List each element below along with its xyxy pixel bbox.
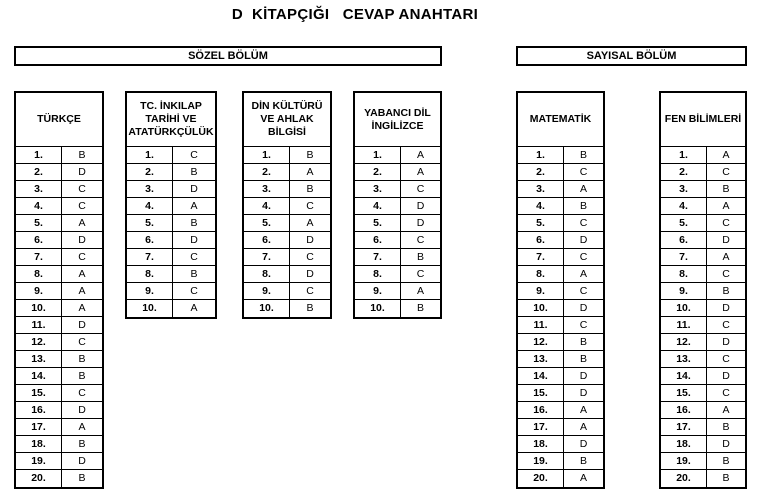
answer-row [661,385,745,402]
answer-letter: C [78,336,86,348]
answer-row [661,181,745,198]
answer-letter: A [306,217,314,229]
question-number: 8. [244,266,290,282]
answer-row [16,164,102,181]
answer-letter: A [416,149,424,161]
answer-letter: B [78,472,86,484]
question-number: 2. [127,164,173,180]
answer-row [16,368,102,385]
question-number: 6. [16,232,62,248]
question-number: 1. [127,147,173,163]
answer-letter: D [579,387,588,399]
answer-row [244,164,330,181]
answer-letter: C [722,353,730,365]
answer-row [16,334,102,351]
answer-letter: B [306,302,314,314]
answer-row [661,351,745,368]
answer-letter: C [722,319,730,331]
question-number: 6. [518,232,564,248]
answer-letter: D [190,234,198,246]
answer-letter: B [190,166,198,178]
answer-row [661,164,745,181]
table-header: YABANCI DİL İNGİLİZCE [355,93,440,147]
answer-row [518,351,603,368]
question-number: 9. [661,283,707,299]
answer-row [127,232,215,249]
answer-letter: D [306,234,314,246]
answer-letter: D [78,319,86,331]
answer-row [16,249,102,266]
question-number: 10. [518,300,564,316]
question-number: 11. [518,317,564,333]
answer-letter: B [722,285,730,297]
question-number: 14. [661,368,707,384]
question-number: 20. [518,470,564,487]
answer-row [244,249,330,266]
question-number: 2. [518,164,564,180]
question-number: 3. [127,181,173,197]
answer-letter: B [78,149,86,161]
answer-letter: A [190,302,198,314]
answer-letter: B [579,200,587,212]
answer-row [518,453,603,470]
question-number: 17. [518,419,564,435]
question-number: 19. [661,453,707,469]
sozel-bolum-header: SÖZEL BÖLÜM [14,46,442,66]
question-number: 12. [16,334,62,350]
answer-row [16,232,102,249]
answer-row [518,368,603,385]
answer-letter: D [579,234,588,246]
answer-letter: D [306,268,314,280]
question-number: 2. [661,164,707,180]
answer-row [127,249,215,266]
answer-letter: D [579,302,588,314]
answer-row [16,147,102,164]
question-number: 16. [518,402,564,418]
answer-table-matematik [516,91,605,489]
answer-letter: A [722,404,730,416]
question-number: 7. [355,249,401,265]
question-number: 1. [244,147,290,163]
answer-row [518,419,603,436]
answer-row [661,368,745,385]
answer-letter: C [190,251,198,263]
question-number: 7. [127,249,173,265]
answer-letter: D [579,438,588,450]
question-number: 9. [518,283,564,299]
answer-letter: B [78,438,86,450]
answer-row [127,181,215,198]
answer-row [244,181,330,198]
question-number: 15. [661,385,707,401]
answer-letter: C [579,217,588,229]
question-number: 5. [355,215,401,231]
answer-row [127,300,215,317]
answer-row [661,198,745,215]
question-number: 15. [16,385,62,401]
answer-letter: D [579,370,588,382]
question-number: 16. [661,402,707,418]
question-number: 18. [661,436,707,452]
answer-letter: C [579,251,588,263]
question-number: 6. [355,232,401,248]
answer-row [661,334,745,351]
answer-row [16,436,102,453]
table-header: TÜRKÇE [16,93,102,147]
answer-row [244,147,330,164]
answer-row [16,283,102,300]
question-number: 13. [661,351,707,367]
question-number: 5. [661,215,707,231]
answer-letter: A [416,285,424,297]
answer-letter: D [78,455,86,467]
answer-letter: C [306,251,314,263]
answer-row [244,198,330,215]
question-number: 9. [355,283,401,299]
answer-letter: A [78,421,86,433]
question-number: 6. [661,232,707,248]
question-number: 3. [355,181,401,197]
answer-row [16,419,102,436]
answer-table-yabanci-dil [353,91,442,319]
answer-letter: D [78,166,86,178]
answer-row [518,232,603,249]
question-number: 1. [518,147,564,163]
answer-row [518,300,603,317]
answer-letter: C [190,149,198,161]
answer-row [355,232,440,249]
question-number: 7. [518,249,564,265]
answer-letter: B [416,251,424,263]
answer-letter: A [722,251,730,263]
answer-row [518,198,603,215]
answer-row [661,470,745,487]
answer-letter: C [306,285,314,297]
answer-letter: D [722,336,730,348]
question-number: 14. [518,368,564,384]
answer-letter: A [416,166,424,178]
answer-letter: D [722,438,730,450]
answer-row [355,215,440,232]
answer-letter: B [579,149,587,161]
answer-row [661,215,745,232]
answer-row [518,436,603,453]
answer-row [127,147,215,164]
answer-row [355,300,440,317]
question-number: 4. [127,198,173,214]
answer-letter: A [190,200,198,212]
question-number: 9. [16,283,62,299]
answer-row [518,385,603,402]
answer-row [661,300,745,317]
answer-letter: A [722,149,730,161]
answer-letter: A [579,268,587,280]
answer-row [661,249,745,266]
answer-row [661,147,745,164]
question-number: 1. [16,147,62,163]
question-number: 11. [661,317,707,333]
question-number: 19. [518,453,564,469]
answer-row [16,385,102,402]
answer-row [244,266,330,283]
answer-letter: B [722,183,730,195]
answer-row [355,147,440,164]
answer-row [661,266,745,283]
question-number: 11. [16,317,62,333]
answer-letter: A [579,421,587,433]
answer-letter: C [78,251,86,263]
question-number: 10. [127,300,173,317]
answer-letter: B [722,455,730,467]
answer-letter: B [78,370,86,382]
answer-row [16,470,102,487]
question-number: 1. [355,147,401,163]
question-number: 3. [518,181,564,197]
answer-row [244,215,330,232]
answer-row [518,334,603,351]
question-number: 10. [244,300,290,317]
question-number: 10. [661,300,707,316]
question-number: 8. [518,266,564,282]
page-title: D KİTAPÇIĞI CEVAP ANAHTARI [231,6,479,23]
question-number: 3. [244,181,290,197]
question-number: 19. [16,453,62,469]
question-number: 9. [127,283,173,299]
question-number: 13. [518,351,564,367]
answer-row [355,181,440,198]
question-number: 17. [661,419,707,435]
question-number: 18. [518,436,564,452]
answer-row [127,266,215,283]
question-number: 4. [16,198,62,214]
answer-row [244,232,330,249]
answer-letter: D [416,200,425,212]
answer-letter: B [416,302,424,314]
answer-letter: B [190,268,198,280]
question-number: 10. [16,300,62,316]
question-number: 8. [661,266,707,282]
question-number: 13. [16,351,62,367]
answer-row [518,147,603,164]
answer-letter: A [78,217,86,229]
answer-row [661,317,745,334]
table-header: MATEMATİK [518,93,603,147]
answer-letter: C [306,200,314,212]
answer-letter: C [579,166,588,178]
answer-row [16,181,102,198]
question-number: 5. [16,215,62,231]
answer-row [127,198,215,215]
answer-letter: C [579,319,588,331]
answer-letter: D [190,183,198,195]
answer-letter: A [579,183,587,195]
answer-letter: A [78,268,86,280]
answer-row [16,215,102,232]
table-header: DİN KÜLTÜRÜ VE AHLAK BİLGİSİ [244,93,330,147]
answer-letter: C [78,387,86,399]
answer-row [355,266,440,283]
question-number: 8. [127,266,173,282]
answer-row [355,198,440,215]
answer-letter: C [190,285,198,297]
answer-row [16,351,102,368]
question-number: 8. [16,266,62,282]
question-number: 7. [16,249,62,265]
question-number: 4. [518,198,564,214]
answer-letter: B [190,217,198,229]
answer-row [661,419,745,436]
answer-letter: A [722,200,730,212]
question-number: 14. [16,368,62,384]
question-number: 3. [16,181,62,197]
answer-row [518,283,603,300]
answer-row [355,249,440,266]
answer-letter: C [722,268,730,280]
answer-row [127,283,215,300]
question-number: 20. [661,470,707,487]
answer-letter: A [306,166,314,178]
answer-row [244,300,330,317]
answer-row [518,164,603,181]
sayisal-bolum-header: SAYISAL BÖLÜM [516,46,747,66]
question-number: 12. [518,334,564,350]
answer-letter: B [579,353,587,365]
answer-table-turkce [14,91,104,489]
answer-letter: A [579,472,587,484]
answer-table-fen-bilimleri [659,91,747,489]
question-number: 3. [661,181,707,197]
answer-row [518,470,603,487]
question-number: 12. [661,334,707,350]
question-number: 2. [244,164,290,180]
answer-row [661,436,745,453]
answer-letter: B [306,183,314,195]
answer-letter: C [78,183,86,195]
answer-row [355,164,440,181]
answer-row [518,266,603,283]
answer-letter: B [579,455,587,467]
question-number: 15. [518,385,564,401]
answer-letter: B [306,149,314,161]
answer-row [518,215,603,232]
question-number: 4. [661,198,707,214]
question-number: 5. [127,215,173,231]
answer-row [355,283,440,300]
question-number: 6. [127,232,173,248]
question-number: 5. [518,215,564,231]
table-header: TC. İNKILAP TARİHİ VE ATATÜRKÇÜLÜK [127,93,215,147]
question-number: 4. [355,198,401,214]
answer-letter: C [416,268,425,280]
answer-letter: C [722,166,730,178]
question-number: 18. [16,436,62,452]
answer-row [244,283,330,300]
answer-row [16,453,102,470]
answer-letter: B [579,336,587,348]
answer-letter: B [78,353,86,365]
answer-letter: A [78,285,86,297]
question-number: 8. [355,266,401,282]
answer-row [661,402,745,419]
question-number: 4. [244,198,290,214]
answer-row [16,402,102,419]
answer-row [127,164,215,181]
answer-letter: D [78,404,86,416]
question-number: 1. [661,147,707,163]
answer-letter: D [722,302,730,314]
question-number: 9. [244,283,290,299]
answer-letter: C [579,285,588,297]
question-number: 20. [16,470,62,487]
answer-letter: B [722,421,730,433]
answer-row [16,300,102,317]
answer-letter: C [722,387,730,399]
answer-letter: D [722,234,730,246]
question-number: 2. [16,164,62,180]
answer-row [661,453,745,470]
answer-row [16,266,102,283]
question-number: 16. [16,402,62,418]
answer-letter: C [416,183,425,195]
answer-letter: A [579,404,587,416]
question-number: 2. [355,164,401,180]
answer-row [16,198,102,215]
answer-row [518,402,603,419]
answer-row [518,249,603,266]
answer-row [518,317,603,334]
answer-row [127,215,215,232]
question-number: 6. [244,232,290,248]
question-number: 17. [16,419,62,435]
answer-letter: D [78,234,86,246]
answer-letter: D [722,370,730,382]
answer-table-tc-inkilap [125,91,217,319]
answer-row [661,283,745,300]
table-header: FEN BİLİMLERİ [661,93,745,147]
answer-letter: C [416,234,425,246]
question-number: 7. [244,249,290,265]
answer-letter: B [722,472,730,484]
answer-letter: C [78,200,86,212]
answer-row [661,232,745,249]
answer-row [16,317,102,334]
question-number: 7. [661,249,707,265]
answer-letter: A [78,302,86,314]
answer-letter: D [416,217,425,229]
answer-letter: C [722,217,730,229]
question-number: 5. [244,215,290,231]
question-number: 10. [355,300,401,317]
answer-row [518,181,603,198]
answer-table-din-kulturu [242,91,332,319]
